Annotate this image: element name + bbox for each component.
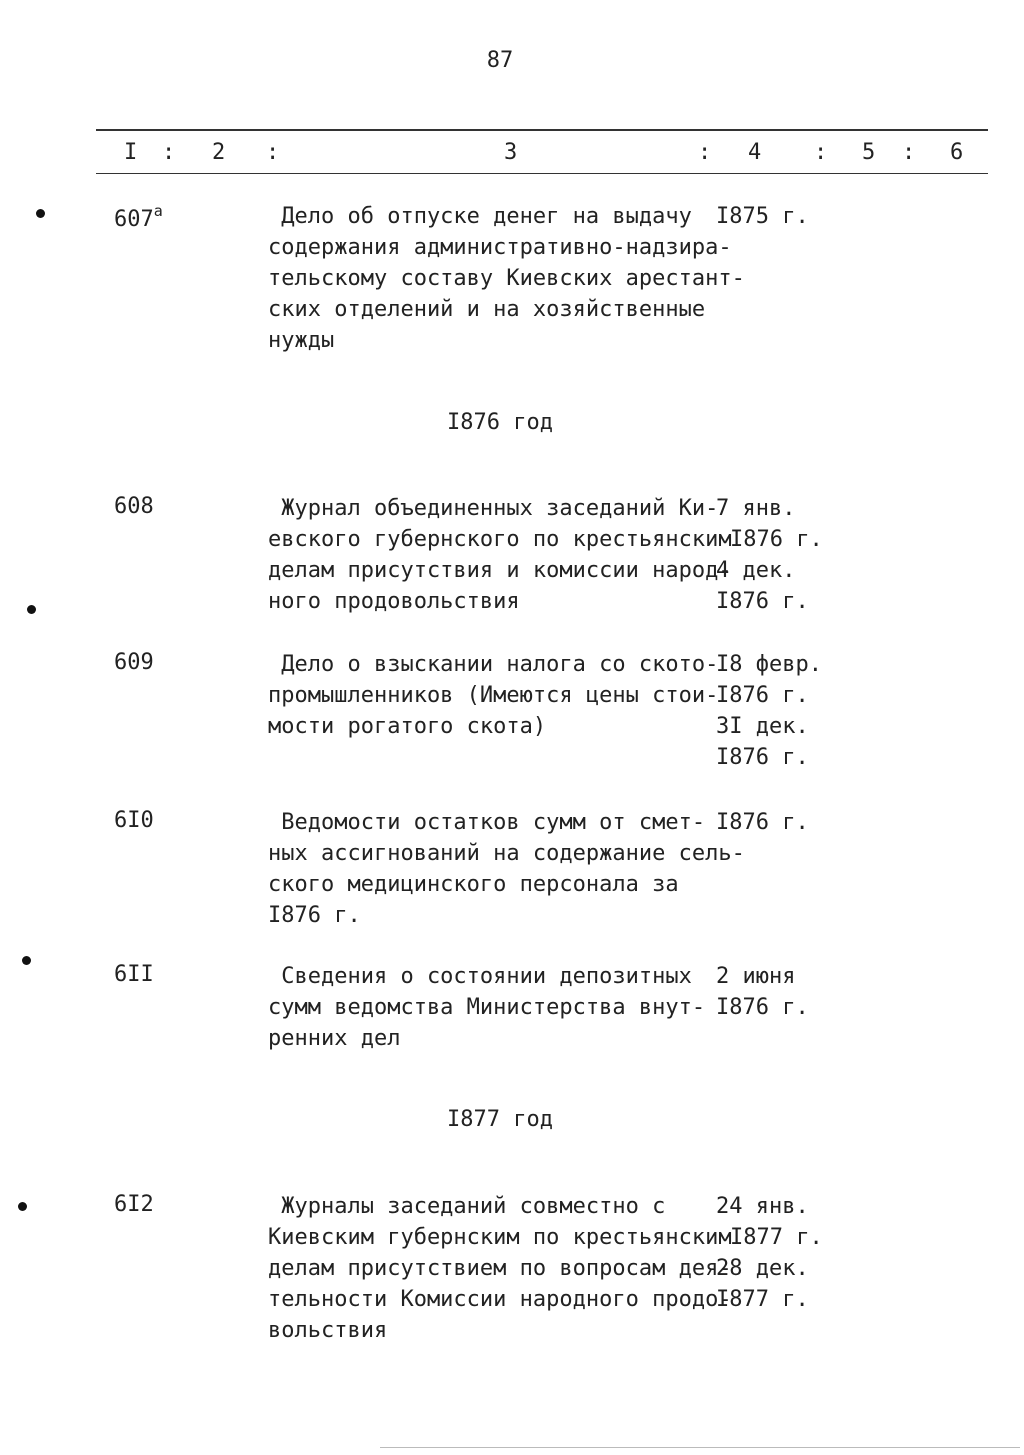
entry-text-line: Журналы заседаний совместно с xyxy=(268,1194,666,1219)
entry-date: 7 янв. xyxy=(716,496,796,521)
entry-date: 24 янв. xyxy=(716,1194,809,1219)
entry-superscript: а xyxy=(153,202,163,220)
entry-number: 6II xyxy=(114,962,154,987)
header-col-4: 4 xyxy=(748,140,762,165)
margin-punch-mark xyxy=(27,605,36,614)
entry-date: 4 дек. xyxy=(716,558,796,583)
entry-text-line: Сведения о состоянии депозитных xyxy=(268,964,692,989)
header-col-3: 3 xyxy=(504,140,518,165)
header-col-1: I xyxy=(124,140,138,165)
entry-number: 608 xyxy=(114,494,154,519)
entry-date: 28 дек. xyxy=(716,1256,809,1281)
entry-text-line: делам присутствия и комиссии народ- xyxy=(268,558,732,583)
entry-text-line: I876 г. xyxy=(268,903,361,928)
entry-text-line: Журнал объединенных заседаний Ки- xyxy=(268,496,719,521)
entry-text-line: тельскому составу Киевских арестант- xyxy=(268,266,745,291)
entry-text-line: сумм ведомства Министерства внут- xyxy=(268,995,706,1020)
table-header-bottom-rule xyxy=(96,173,988,174)
entry-date: I877 г. xyxy=(716,1287,809,1312)
entry-date: I876 г. xyxy=(716,683,809,708)
entry-date: I8 февр. xyxy=(716,652,822,677)
entry-date: I875 г. xyxy=(716,204,809,229)
entry-text-line: ренних дел xyxy=(268,1026,401,1051)
entry-text-line: мости рогатого скота) xyxy=(268,714,547,739)
margin-punch-mark xyxy=(22,956,31,965)
entry-date: I876 г. xyxy=(730,527,823,552)
page-bottom-edge xyxy=(380,1447,1020,1448)
header-sep-4: : xyxy=(814,140,828,165)
header-col-5: 5 xyxy=(862,140,876,165)
margin-punch-mark xyxy=(18,1202,27,1211)
header-sep-1: : xyxy=(162,140,176,165)
entry-text-line: делам присутствием по вопросам дея- xyxy=(268,1256,732,1281)
entry-text-line: тельности Комиссии народного продо- xyxy=(268,1287,732,1312)
page-number: 87 xyxy=(486,48,514,73)
margin-punch-mark xyxy=(36,209,45,218)
entry-number: 6I0 xyxy=(114,808,154,833)
entry-date: 2 июня xyxy=(716,964,796,989)
header-sep-2: : xyxy=(266,140,280,165)
entry-number: $607^а$ xyxy=(114,202,163,232)
table-header-top-rule xyxy=(96,129,988,131)
entry-text-line: содержания административно-надзира- xyxy=(268,235,732,260)
entry-text-line: Дело о взыскании налога со ското- xyxy=(268,652,719,677)
entry-number: 609 xyxy=(114,650,154,675)
header-sep-3: : xyxy=(698,140,712,165)
entry-text-line: вольствия xyxy=(268,1318,388,1343)
entry-date: 3I дек. xyxy=(716,714,809,739)
entry-date: I876 г. xyxy=(716,995,809,1020)
entry-date: I877 г. xyxy=(730,1225,823,1250)
entry-text-line: ных ассигнований на содержание сель- xyxy=(268,841,745,866)
entry-text-line: ского медицинского персонала за xyxy=(268,872,679,897)
entry-text-line: евского губернского по крестьянским xyxy=(268,527,732,552)
header-col-6: 6 xyxy=(950,140,964,165)
year-heading: I877 год xyxy=(447,1107,553,1132)
entry-text-line: Ведомости остатков сумм от смет- xyxy=(268,810,706,835)
header-col-2: 2 xyxy=(212,140,226,165)
entry-text-line: промышленников (Имеются цены стои- xyxy=(268,683,719,708)
entry-number: 6I2 xyxy=(114,1192,154,1217)
entry-date: I876 г. xyxy=(716,745,809,770)
entry-text-line: ских отделений и на хозяйственные xyxy=(268,297,706,322)
entry-text-line: Дело об отпуске денег на выдачу xyxy=(268,204,692,229)
entry-date: I876 г. xyxy=(716,589,809,614)
year-heading: I876 год xyxy=(447,410,553,435)
header-sep-5: : xyxy=(902,140,916,165)
entry-text-line: Киевским губернским по крестьянским xyxy=(268,1225,732,1250)
entry-date: I876 г. xyxy=(716,810,809,835)
entry-text-line: ного продовольствия xyxy=(268,589,520,614)
entry-text-line: нужды xyxy=(268,328,335,353)
